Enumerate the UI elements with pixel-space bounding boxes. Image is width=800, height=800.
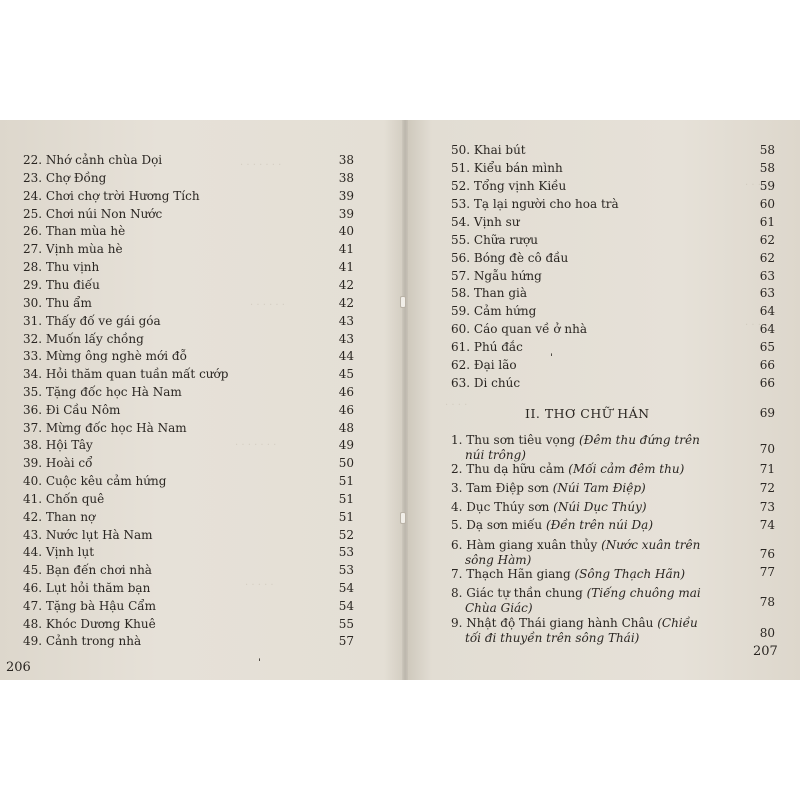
toc-entry: [451, 500, 751, 515]
toc-entry: 44. Vịnh lụt: [23, 545, 95, 559]
entry-title: 9. Nhật độ Thái giang hành Châu: [451, 616, 654, 630]
toc-entry: [451, 462, 751, 477]
open-book: [0, 120, 800, 680]
toc-page-number: 80: [759, 626, 775, 640]
toc-entry: 30. Thu ẩm: [23, 296, 92, 310]
toc-entry: 40. Cuộc kêu cảm hứng: [23, 474, 167, 488]
toc-entry: 54. Vịnh sư: [451, 215, 520, 229]
toc-entry: 61. Phú đắc: [451, 340, 523, 354]
toc-page-number: 53: [338, 563, 354, 577]
toc-page-number: 73: [759, 500, 775, 514]
entry-title: 5. Dạ sơn miếu: [451, 518, 543, 532]
entry-translation: (Đêm thu đứng trên: [579, 433, 700, 447]
toc-page-number: 45: [338, 367, 354, 381]
toc-entry: 41. Chốn quê: [23, 492, 105, 506]
toc-page-number: 50: [338, 456, 354, 470]
toc-entry: 60. Cáo quan về ở nhà: [451, 322, 588, 336]
toc-page-number: 39: [338, 207, 354, 221]
ink-speck: ˈ: [550, 352, 554, 365]
toc-entry: 22. Nhớ cảnh chùa Dọi: [23, 153, 163, 167]
toc-page-number: 58: [759, 143, 775, 157]
entry-title: 2. Thu dạ hữu cảm: [451, 462, 565, 476]
toc-entry: 55. Chữa rượu: [451, 233, 538, 247]
toc-page-number: 52: [338, 528, 354, 542]
toc-entry: 46. Lụt hỏi thăm bạn: [23, 581, 151, 595]
toc-page-number: 64: [759, 322, 775, 336]
section-page-number: 69: [759, 406, 775, 420]
toc-page-number: 74: [759, 518, 775, 532]
ink-speck: ˈ: [258, 657, 262, 670]
toc-entry: 29. Thu điếu: [23, 278, 100, 292]
entry-translation: Chùa Giác): [465, 601, 533, 615]
toc-page-number: 76: [759, 547, 775, 561]
toc-page-number: 51: [338, 474, 354, 488]
toc-page-number: 48: [338, 421, 354, 435]
toc-entry: 38. Hội Tây: [23, 438, 93, 452]
toc-page-number: 59: [759, 179, 775, 193]
toc-page-number: 57: [338, 634, 354, 648]
entry-translation: (Núi Tam Điệp): [552, 481, 646, 495]
toc-page-number: 54: [338, 599, 354, 613]
toc-entry: 39. Hoài cổ: [23, 456, 93, 470]
left-page: [0, 120, 405, 680]
section-heading: II. THƠ CHỮ HÁN: [525, 406, 650, 421]
toc-entry: 47. Tặng bà Hậu Cẩm: [23, 599, 157, 613]
toc-entry: 42. Than nợ: [23, 510, 96, 524]
toc-entry: [451, 433, 751, 463]
toc-entry: 48. Khóc Dương Khuê: [23, 617, 156, 631]
entry-title: 6. Hàm giang xuân thủy: [451, 538, 598, 552]
toc-entry: 37. Mừng đốc học Hà Nam: [23, 421, 187, 435]
entry-translation: (Đền trên núi Dạ): [545, 518, 653, 532]
toc-page-number: 53: [338, 545, 354, 559]
page-folio: 207: [753, 644, 778, 659]
toc-entry: 43. Nước lụt Hà Nam: [23, 528, 153, 542]
entry-title: 7. Thạch Hãn giang: [451, 567, 571, 581]
toc-page-number: 63: [759, 269, 775, 283]
toc-entry: 28. Thu vịnh: [23, 260, 100, 274]
entry-translation: (Chiều: [657, 616, 698, 630]
toc-entry: 33. Mừng ông nghè mới đỗ: [23, 349, 187, 363]
toc-page-number: 71: [759, 462, 775, 476]
entry-translation: (Tiếng chuông mai: [586, 586, 701, 600]
bleed-through-text: · · ·: [745, 180, 761, 191]
toc-page-number: 40: [338, 224, 354, 238]
toc-entry: 34. Hỏi thăm quan tuần mất cướp: [23, 367, 229, 381]
toc-entry: 62. Đại lão: [451, 358, 517, 372]
entry-title: 8. Giác tự thần chung: [451, 586, 583, 600]
toc-entry: 36. Đi Cầu Nôm: [23, 403, 121, 417]
toc-page-number: 46: [338, 403, 354, 417]
toc-page-number: 51: [338, 510, 354, 524]
toc-page-number: 41: [338, 260, 354, 274]
toc-page-number: 42: [338, 278, 354, 292]
toc-entry: [451, 616, 761, 646]
toc-entry: 31. Thấy đố ve gái góa: [23, 314, 161, 328]
toc-entry: 53. Tạ lại người cho hoa trà: [451, 197, 619, 211]
toc-page-number: 54: [338, 581, 354, 595]
toc-page-number: 44: [338, 349, 354, 363]
bleed-through-text: · · · · · · ·: [235, 440, 277, 451]
entry-title: 3. Tam Điệp sơn: [451, 481, 549, 495]
toc-entry: 59. Cảm hứng: [451, 304, 537, 318]
entry-translation: (Mối cảm đêm thu): [568, 462, 685, 476]
toc-entry: 57. Ngẫu hứng: [451, 269, 542, 283]
toc-page-number: 66: [759, 358, 775, 372]
toc-entry: 58. Than già: [451, 286, 528, 300]
entry-title: 4. Dục Thúy sơn: [451, 500, 550, 514]
toc-entry: 25. Chơi núi Non Nước: [23, 207, 163, 221]
toc-page-number: 70: [759, 442, 775, 456]
toc-page-number: 65: [759, 340, 775, 354]
toc-entry: 49. Cảnh trong nhà: [23, 634, 142, 648]
toc-page-number: 77: [759, 565, 775, 579]
toc-page-number: 64: [759, 304, 775, 318]
toc-entry: [451, 567, 751, 582]
toc-page-number: 49: [338, 438, 354, 452]
toc-entry: 35. Tặng đốc học Hà Nam: [23, 385, 182, 399]
entry-translation: tối đi thuyền trên sông Thái): [465, 631, 640, 645]
entry-translation: sông Hàm): [465, 553, 532, 567]
toc-entry: [451, 518, 751, 533]
toc-entry: 26. Than mùa hè: [23, 224, 126, 238]
toc-page-number: 43: [338, 332, 354, 346]
toc-entry: 63. Di chúc: [451, 376, 521, 390]
toc-page-number: 43: [338, 314, 354, 328]
entry-title: 1. Thu sơn tiêu vọng: [451, 433, 576, 447]
toc-page-number: 38: [338, 153, 354, 167]
toc-page-number: 60: [759, 197, 775, 211]
right-page: [405, 120, 800, 680]
bleed-through-text: · · · · ·: [245, 580, 274, 591]
toc-entry: 45. Bạn đến chơi nhà: [23, 563, 152, 577]
toc-entry: 56. Bóng đè cô đầu: [451, 251, 569, 265]
bleed-through-text: · · · · · · ·: [240, 160, 282, 171]
entry-translation: (Nước xuân trên: [601, 538, 701, 552]
toc-page-number: 46: [338, 385, 354, 399]
entry-translation: núi trông): [465, 448, 526, 462]
toc-entry: 23. Chợ Đồng: [23, 171, 107, 185]
entry-translation: (Sông Thạch Hãn): [574, 567, 686, 581]
bleed-through-text: · · ·: [745, 320, 761, 331]
toc-page-number: 66: [759, 376, 775, 390]
toc-page-number: 38: [338, 171, 354, 185]
toc-entry: 27. Vịnh mùa hè: [23, 242, 123, 256]
bleed-through-text: · · · · · ·: [250, 300, 285, 311]
entry-translation: (Núi Dục Thúy): [553, 500, 647, 514]
toc-page-number: 62: [759, 251, 775, 265]
toc-page-number: 61: [759, 215, 775, 229]
toc-page-number: 62: [759, 233, 775, 247]
toc-page-number: 41: [338, 242, 354, 256]
toc-entry: 52. Tổng vịnh Kiều: [451, 179, 567, 193]
toc-page-number: 55: [338, 617, 354, 631]
toc-page-number: 72: [759, 481, 775, 495]
toc-page-number: 39: [338, 189, 354, 203]
toc-page-number: 63: [759, 286, 775, 300]
toc-entry: [451, 481, 751, 496]
toc-page-number: 78: [759, 595, 775, 609]
toc-page-number: 58: [759, 161, 775, 175]
toc-page-number: 51: [338, 492, 354, 506]
page-folio: 206: [6, 660, 31, 675]
bleed-through-text: · · · ·: [445, 400, 468, 411]
toc-entry: [451, 586, 751, 616]
toc-entry: 24. Chơi chợ trời Hương Tích: [23, 189, 200, 203]
toc-entry: 51. Kiểu bán mình: [451, 161, 563, 175]
toc-entry: 32. Muốn lấy chồng: [23, 332, 144, 346]
toc-entry: [451, 538, 751, 568]
toc-page-number: 42: [338, 296, 354, 310]
toc-entry: 50. Khai bút: [451, 143, 526, 157]
